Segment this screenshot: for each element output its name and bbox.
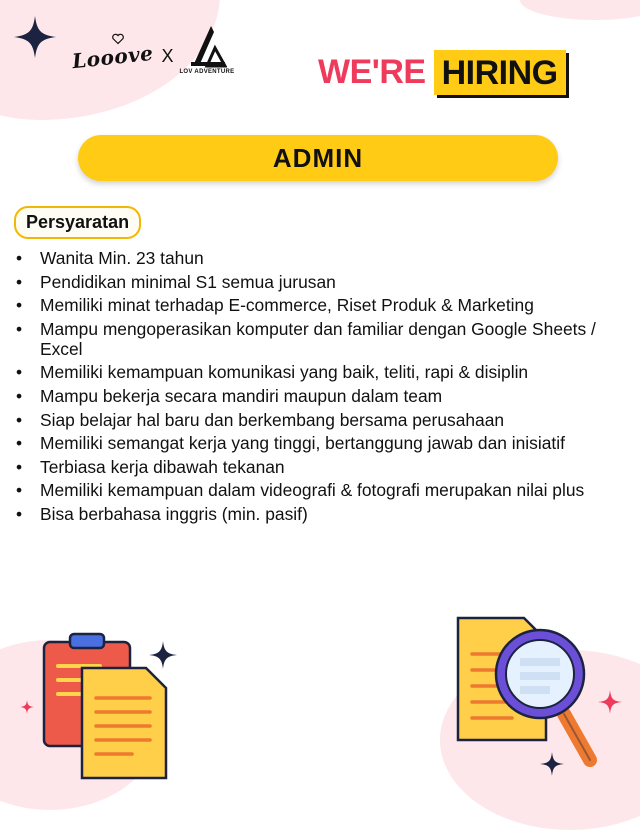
list-item: • Wanita Min. 23 tahun <box>14 248 634 268</box>
hiring-text: HIRING <box>434 50 566 95</box>
list-item: • Mampu mengoperasikan komputer dan familiar dengan Google Sheets / Excel <box>14 319 634 359</box>
requirements-heading: Persyaratan <box>14 206 141 239</box>
sparkle-icon <box>12 14 58 60</box>
list-item: • Memiliki kemampuan komunikasi yang baik, teliti, rapi & disiplin <box>14 362 634 382</box>
were-hiring-headline <box>318 50 566 95</box>
list-item: • Siap belajar hal baru dan berkembang bersama perusahaan <box>14 410 634 430</box>
sparkle-icon <box>598 690 622 714</box>
lov-adventure-logo <box>179 22 234 75</box>
looove-wordmark: Looove <box>70 40 155 74</box>
were-text: WE'RE <box>318 53 426 91</box>
lov-mountain-icon <box>187 22 227 68</box>
requirements-list <box>14 248 634 528</box>
decor-blob-top-right <box>520 0 640 20</box>
sparkle-icon <box>148 640 178 670</box>
collab-x: X <box>161 46 174 66</box>
list-item: • Bisa berbahasa inggris (min. pasif) <box>14 504 634 524</box>
document-icon <box>76 664 172 782</box>
list-item: • Memiliki minat terhadap E-commerce, Riset Produk & Marketing <box>14 295 634 315</box>
list-item: • Terbiasa kerja dibawah tekanan <box>14 457 634 477</box>
list-item: • Memiliki semangat kerja yang tinggi, bertanggung jawab dan inisiatif <box>14 433 634 453</box>
looove-logo <box>70 40 155 75</box>
role-title: ADMIN <box>78 135 558 181</box>
lov-adventure-label: LOV ADVENTURE <box>179 69 235 75</box>
list-item: • Memiliki kemampuan dalam videografi & fotografi merupakan nilai plus <box>14 480 634 500</box>
brand-logos <box>72 22 234 75</box>
magnifier-icon <box>490 622 606 772</box>
sparkle-icon <box>20 700 34 714</box>
list-item: • Pendidikan minimal S1 semua jurusan <box>14 272 634 292</box>
sparkle-icon <box>540 752 564 776</box>
list-item: • Mampu bekerja secara mandiri maupun dalam team <box>14 386 634 406</box>
